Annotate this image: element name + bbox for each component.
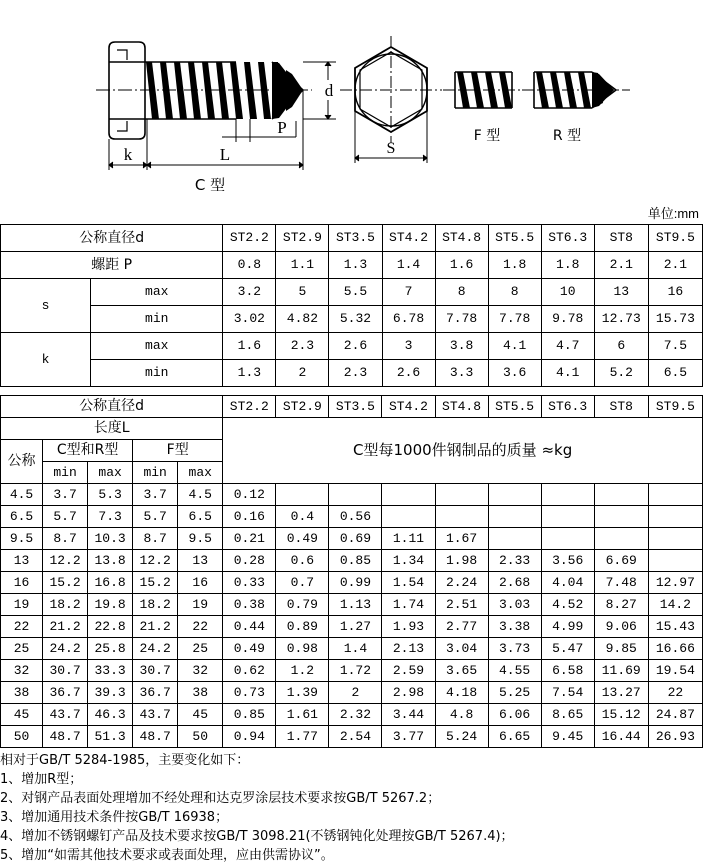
pitch-4: 1.6 <box>435 252 488 279</box>
mass-6-0: 0.44 <box>223 616 276 638</box>
mass-2-3: 1.11 <box>382 528 435 550</box>
f-min-6: 21.2 <box>133 616 178 638</box>
mass-7-6: 5.47 <box>541 638 594 660</box>
mass-8-8: 19.54 <box>648 660 702 682</box>
cr-min-7: 24.2 <box>43 638 88 660</box>
cr-min-3: 12.2 <box>43 550 88 572</box>
f-min-5: 18.2 <box>133 594 178 616</box>
table-row <box>1 682 703 704</box>
mass-size-header-4: ST4.8 <box>435 396 488 418</box>
nominal-10: 45 <box>1 704 43 726</box>
s-min-1: 4.82 <box>276 306 329 333</box>
f-min-8: 30.7 <box>133 660 178 682</box>
f-max-3: 13 <box>178 550 223 572</box>
cr-min-10: 43.7 <box>43 704 88 726</box>
row-label-pitch: 螺距 P <box>1 252 223 279</box>
table-row <box>1 704 703 726</box>
mass-7-4: 3.04 <box>435 638 488 660</box>
mass-6-8: 15.43 <box>648 616 702 638</box>
cr-max-4: 16.8 <box>88 572 133 594</box>
f-max-1: 6.5 <box>178 506 223 528</box>
mass-size-header-8: ST9.5 <box>648 396 702 418</box>
mass-1-7 <box>594 506 648 528</box>
cr-max-7: 25.8 <box>88 638 133 660</box>
nominal-8: 32 <box>1 660 43 682</box>
mass-3-5: 2.33 <box>488 550 541 572</box>
table-row <box>1 726 703 748</box>
mass-10-3: 3.44 <box>382 704 435 726</box>
s-min-8: 15.73 <box>648 306 702 333</box>
mass-size-header-2: ST3.5 <box>329 396 382 418</box>
cr-min-9: 36.7 <box>43 682 88 704</box>
mass-10-2: 2.32 <box>329 704 382 726</box>
mass-11-6: 9.45 <box>541 726 594 748</box>
mass-8-0: 0.62 <box>223 660 276 682</box>
row-label-k-min: min <box>91 360 223 387</box>
dimension-label-p: P <box>277 118 287 137</box>
figure-caption-r: R 型 <box>552 128 582 144</box>
notes-intro: 相对于GB/T 5284-1985，主要变化如下： <box>0 753 250 768</box>
mass-0-8 <box>648 484 702 506</box>
f-min-1: 5.7 <box>133 506 178 528</box>
k-min-6: 4.1 <box>541 360 594 387</box>
mass-8-3: 2.59 <box>382 660 435 682</box>
mass-11-5: 6.65 <box>488 726 541 748</box>
f-max-10: 45 <box>178 704 223 726</box>
cr-max-5: 19.8 <box>88 594 133 616</box>
mass-5-4: 2.51 <box>435 594 488 616</box>
nominal-7: 25 <box>1 638 43 660</box>
mass-9-2: 2 <box>329 682 382 704</box>
table-row <box>1 484 703 506</box>
mass-7-8: 16.66 <box>648 638 702 660</box>
mass-6-5: 3.38 <box>488 616 541 638</box>
mass-5-7: 8.27 <box>594 594 648 616</box>
s-max-5: 8 <box>488 279 541 306</box>
mass-5-3: 1.74 <box>382 594 435 616</box>
table-row-pitch <box>1 252 703 279</box>
mass-7-1: 0.98 <box>276 638 329 660</box>
pitch-6: 1.8 <box>541 252 594 279</box>
mass-9-5: 5.25 <box>488 682 541 704</box>
nominal-9: 38 <box>1 682 43 704</box>
mass-1-3 <box>382 506 435 528</box>
mass-9-0: 0.73 <box>223 682 276 704</box>
mass-5-1: 0.79 <box>276 594 329 616</box>
s-min-5: 7.78 <box>488 306 541 333</box>
s-max-1: 5 <box>276 279 329 306</box>
cr-min-1: 5.7 <box>43 506 88 528</box>
f-min-7: 24.2 <box>133 638 178 660</box>
k-max-5: 4.1 <box>488 333 541 360</box>
mass-10-6: 8.65 <box>541 704 594 726</box>
mass-11-7: 16.44 <box>594 726 648 748</box>
s-max-0: 3.2 <box>223 279 276 306</box>
f-max-8: 32 <box>178 660 223 682</box>
mass-11-8: 26.93 <box>648 726 702 748</box>
row-label-s-min: min <box>91 306 223 333</box>
k-min-3: 2.6 <box>382 360 435 387</box>
nominal-0: 4.5 <box>1 484 43 506</box>
cr-max-9: 39.3 <box>88 682 133 704</box>
s-min-3: 6.78 <box>382 306 435 333</box>
mass-4-6: 4.04 <box>541 572 594 594</box>
s-max-7: 13 <box>594 279 648 306</box>
mass-7-5: 3.73 <box>488 638 541 660</box>
mass-1-4 <box>435 506 488 528</box>
f-max-4: 16 <box>178 572 223 594</box>
cr-min-11: 48.7 <box>43 726 88 748</box>
mass-9-8: 22 <box>648 682 702 704</box>
mass-3-1: 0.6 <box>276 550 329 572</box>
cr-max-10: 46.3 <box>88 704 133 726</box>
mass-2-4: 1.67 <box>435 528 488 550</box>
table-row-s-min <box>1 306 703 333</box>
table-row-s-max <box>1 279 703 306</box>
f-max-6: 22 <box>178 616 223 638</box>
f-min-11: 48.7 <box>133 726 178 748</box>
mass-6-4: 2.77 <box>435 616 488 638</box>
table-row <box>1 572 703 594</box>
f-max-9: 38 <box>178 682 223 704</box>
mass-4-4: 2.24 <box>435 572 488 594</box>
dimension-label-d: d <box>324 81 334 100</box>
cr-min-2: 8.7 <box>43 528 88 550</box>
s-min-7: 12.73 <box>594 306 648 333</box>
mass-4-1: 0.7 <box>276 572 329 594</box>
k-min-0: 1.3 <box>223 360 276 387</box>
f-min-0: 3.7 <box>133 484 178 506</box>
mass-2-7 <box>594 528 648 550</box>
mass-size-header-7: ST8 <box>594 396 648 418</box>
nominal-1: 6.5 <box>1 506 43 528</box>
k-max-1: 2.3 <box>276 333 329 360</box>
cr-min-8: 30.7 <box>43 660 88 682</box>
f-max-label: max <box>178 462 223 484</box>
mass-10-4: 4.8 <box>435 704 488 726</box>
pitch-1: 1.1 <box>276 252 329 279</box>
nominal-2: 9.5 <box>1 528 43 550</box>
dimensions-table <box>0 224 703 387</box>
note-item-1: 1、增加R型； <box>0 772 83 787</box>
mass-8-6: 6.58 <box>541 660 594 682</box>
table-row <box>1 638 703 660</box>
mass-1-6 <box>541 506 594 528</box>
f-min-4: 15.2 <box>133 572 178 594</box>
size-header-6: ST6.3 <box>541 225 594 252</box>
mass-8-2: 1.72 <box>329 660 382 682</box>
mass-1-0: 0.16 <box>223 506 276 528</box>
k-min-8: 6.5 <box>648 360 702 387</box>
f-min-10: 43.7 <box>133 704 178 726</box>
mass-7-2: 1.4 <box>329 638 382 660</box>
mass-7-7: 9.85 <box>594 638 648 660</box>
k-max-2: 2.6 <box>329 333 382 360</box>
mass-1-1: 0.4 <box>276 506 329 528</box>
mass-8-4: 3.65 <box>435 660 488 682</box>
mass-table-row-nominal-diameter <box>1 396 703 418</box>
mass-7-3: 2.13 <box>382 638 435 660</box>
mass-1-2: 0.56 <box>329 506 382 528</box>
cr-min-6: 21.2 <box>43 616 88 638</box>
mass-8-1: 1.2 <box>276 660 329 682</box>
unit-note: 单位:mm <box>647 206 699 221</box>
k-max-4: 3.8 <box>435 333 488 360</box>
mass-0-3 <box>382 484 435 506</box>
size-header-1: ST2.9 <box>276 225 329 252</box>
k-max-7: 6 <box>594 333 648 360</box>
mass-11-2: 2.54 <box>329 726 382 748</box>
dimension-label-l: L <box>219 145 231 164</box>
revision-notes <box>0 748 703 865</box>
mass-2-2: 0.69 <box>329 528 382 550</box>
mass-7-0: 0.49 <box>223 638 276 660</box>
k-max-0: 1.6 <box>223 333 276 360</box>
note-item-5: 5、增加“如需其他技术要求或表面处理，应由供需协议”。 <box>0 848 334 863</box>
f-min-label: min <box>133 462 178 484</box>
nominal-3: 13 <box>1 550 43 572</box>
mass-3-2: 0.85 <box>329 550 382 572</box>
size-header-7: ST8 <box>594 225 648 252</box>
mass-4-8: 12.97 <box>648 572 702 594</box>
nominal-label: 公称 <box>1 440 43 484</box>
pitch-2: 1.3 <box>329 252 382 279</box>
cr-max-label: max <box>88 462 133 484</box>
cr-max-0: 5.3 <box>88 484 133 506</box>
drawing-svg <box>0 0 703 205</box>
mass-0-7 <box>594 484 648 506</box>
mass-11-3: 3.77 <box>382 726 435 748</box>
table-row <box>1 660 703 682</box>
f-max-11: 50 <box>178 726 223 748</box>
mass-4-2: 0.99 <box>329 572 382 594</box>
s-min-2: 5.32 <box>329 306 382 333</box>
mass-0-1 <box>276 484 329 506</box>
f-max-2: 9.5 <box>178 528 223 550</box>
technical-drawing <box>0 0 703 205</box>
nominal-6: 22 <box>1 616 43 638</box>
mass-11-1: 1.77 <box>276 726 329 748</box>
screw-r-type-figure <box>522 72 630 108</box>
k-max-6: 4.7 <box>541 333 594 360</box>
table-row <box>1 616 703 638</box>
f-min-3: 12.2 <box>133 550 178 572</box>
mass-table <box>0 395 703 748</box>
mass-6-6: 4.99 <box>541 616 594 638</box>
s-min-0: 3.02 <box>223 306 276 333</box>
pitch-0: 0.8 <box>223 252 276 279</box>
row-label-s-max: max <box>91 279 223 306</box>
s-max-3: 7 <box>382 279 435 306</box>
mass-10-0: 0.85 <box>223 704 276 726</box>
mass-2-8 <box>648 528 702 550</box>
mass-6-3: 1.93 <box>382 616 435 638</box>
figure-caption-f: F 型 <box>473 128 501 144</box>
size-header-3: ST4.2 <box>382 225 435 252</box>
cr-max-3: 13.8 <box>88 550 133 572</box>
mass-8-5: 4.55 <box>488 660 541 682</box>
mass-2-5 <box>488 528 541 550</box>
mass-title: C型每1000件钢制品的质量 ≈kg <box>223 418 703 484</box>
mass-size-header-0: ST2.2 <box>223 396 276 418</box>
k-max-3: 3 <box>382 333 435 360</box>
cr-min-5: 18.2 <box>43 594 88 616</box>
size-header-2: ST3.5 <box>329 225 382 252</box>
cr-max-8: 33.3 <box>88 660 133 682</box>
figure-caption-c: C 型 <box>194 176 226 194</box>
mass-11-0: 0.94 <box>223 726 276 748</box>
f-max-7: 25 <box>178 638 223 660</box>
table-row-k-max <box>1 333 703 360</box>
s-min-4: 7.78 <box>435 306 488 333</box>
row-label-nominal-diameter-2: 公称直径d <box>1 396 223 418</box>
mass-0-5 <box>488 484 541 506</box>
mass-3-3: 1.34 <box>382 550 435 572</box>
mass-4-5: 2.68 <box>488 572 541 594</box>
cr-max-1: 7.3 <box>88 506 133 528</box>
cr-max-6: 22.8 <box>88 616 133 638</box>
mass-1-5 <box>488 506 541 528</box>
cr-min-label: min <box>43 462 88 484</box>
mass-10-8: 24.87 <box>648 704 702 726</box>
mass-3-7: 6.69 <box>594 550 648 572</box>
s-max-4: 8 <box>435 279 488 306</box>
s-min-6: 9.78 <box>541 306 594 333</box>
mass-size-header-6: ST6.3 <box>541 396 594 418</box>
mass-5-0: 0.38 <box>223 594 276 616</box>
k-min-5: 3.6 <box>488 360 541 387</box>
mass-3-6: 3.56 <box>541 550 594 572</box>
cr-max-2: 10.3 <box>88 528 133 550</box>
size-header-8: ST9.5 <box>648 225 702 252</box>
f-max-5: 19 <box>178 594 223 616</box>
pitch-5: 1.8 <box>488 252 541 279</box>
mass-5-5: 3.03 <box>488 594 541 616</box>
mass-6-2: 1.27 <box>329 616 382 638</box>
mass-2-6 <box>541 528 594 550</box>
size-header-5: ST5.5 <box>488 225 541 252</box>
screw-f-type-figure <box>443 72 524 108</box>
cr-min-4: 15.2 <box>43 572 88 594</box>
mass-10-5: 6.06 <box>488 704 541 726</box>
table-row-nominal-diameter <box>1 225 703 252</box>
nominal-5: 19 <box>1 594 43 616</box>
mass-4-0: 0.33 <box>223 572 276 594</box>
mass-5-8: 14.2 <box>648 594 702 616</box>
mass-0-6 <box>541 484 594 506</box>
note-item-4: 4、增加不锈钢螺钉产品及技术要求按GB/T 3098.21(不锈钢钝化处理按GB/T 5267.4)； <box>0 829 514 844</box>
mass-size-header-3: ST4.2 <box>382 396 435 418</box>
mass-10-1: 1.61 <box>276 704 329 726</box>
size-header-0: ST2.2 <box>223 225 276 252</box>
row-label-k-max: max <box>91 333 223 360</box>
mass-3-0: 0.28 <box>223 550 276 572</box>
pitch-8: 2.1 <box>648 252 702 279</box>
mass-3-4: 1.98 <box>435 550 488 572</box>
mass-11-4: 5.24 <box>435 726 488 748</box>
mass-1-8 <box>648 506 702 528</box>
mass-2-0: 0.21 <box>223 528 276 550</box>
mass-size-header-5: ST5.5 <box>488 396 541 418</box>
f-min-9: 36.7 <box>133 682 178 704</box>
mass-3-8 <box>648 550 702 572</box>
row-label-nominal-diameter: 公称直径d <box>1 225 223 252</box>
mass-9-7: 13.27 <box>594 682 648 704</box>
k-min-2: 2.3 <box>329 360 382 387</box>
type-f-label: F型 <box>133 440 223 462</box>
table-row <box>1 528 703 550</box>
f-max-0: 4.5 <box>178 484 223 506</box>
mass-size-header-1: ST2.9 <box>276 396 329 418</box>
table-row <box>1 506 703 528</box>
nominal-4: 16 <box>1 572 43 594</box>
f-min-2: 8.7 <box>133 528 178 550</box>
mass-6-7: 9.06 <box>594 616 648 638</box>
mass-2-1: 0.49 <box>276 528 329 550</box>
nominal-11: 50 <box>1 726 43 748</box>
pitch-7: 2.1 <box>594 252 648 279</box>
mass-8-7: 11.69 <box>594 660 648 682</box>
size-header-4: ST4.8 <box>435 225 488 252</box>
mass-0-0: 0.12 <box>223 484 276 506</box>
dimension-label-k: k <box>123 145 133 164</box>
mass-9-1: 1.39 <box>276 682 329 704</box>
row-label-k: k <box>1 333 91 387</box>
note-item-2: 2、对钢产品表面处理增加不经处理和达克罗涂层技术要求按GB/T 5267.2； <box>0 791 441 806</box>
mass-9-3: 2.98 <box>382 682 435 704</box>
k-min-7: 5.2 <box>594 360 648 387</box>
s-max-8: 16 <box>648 279 702 306</box>
table-row <box>1 550 703 572</box>
mass-table-row-length-header <box>1 418 703 440</box>
mass-10-7: 15.12 <box>594 704 648 726</box>
s-max-2: 5.5 <box>329 279 382 306</box>
mass-9-6: 7.54 <box>541 682 594 704</box>
length-label: 长度L <box>1 418 223 440</box>
mass-6-1: 0.89 <box>276 616 329 638</box>
cr-min-0: 3.7 <box>43 484 88 506</box>
mass-0-2 <box>329 484 382 506</box>
table-row-k-min <box>1 360 703 387</box>
row-label-s: s <box>1 279 91 333</box>
table-spacer <box>0 387 703 395</box>
mass-4-7: 7.48 <box>594 572 648 594</box>
table-row <box>1 594 703 616</box>
mass-9-4: 4.18 <box>435 682 488 704</box>
s-max-6: 10 <box>541 279 594 306</box>
cr-max-11: 51.3 <box>88 726 133 748</box>
pitch-3: 1.4 <box>382 252 435 279</box>
mass-4-3: 1.54 <box>382 572 435 594</box>
note-item-3: 3、增加通用技术条件按GB/T 16938； <box>0 810 229 825</box>
type-cr-label: C型和R型 <box>43 440 133 462</box>
mass-0-4 <box>435 484 488 506</box>
k-max-8: 7.5 <box>648 333 702 360</box>
k-min-4: 3.3 <box>435 360 488 387</box>
k-min-1: 2 <box>276 360 329 387</box>
dimension-label-s: S <box>386 140 396 157</box>
mass-5-6: 4.52 <box>541 594 594 616</box>
mass-5-2: 1.13 <box>329 594 382 616</box>
